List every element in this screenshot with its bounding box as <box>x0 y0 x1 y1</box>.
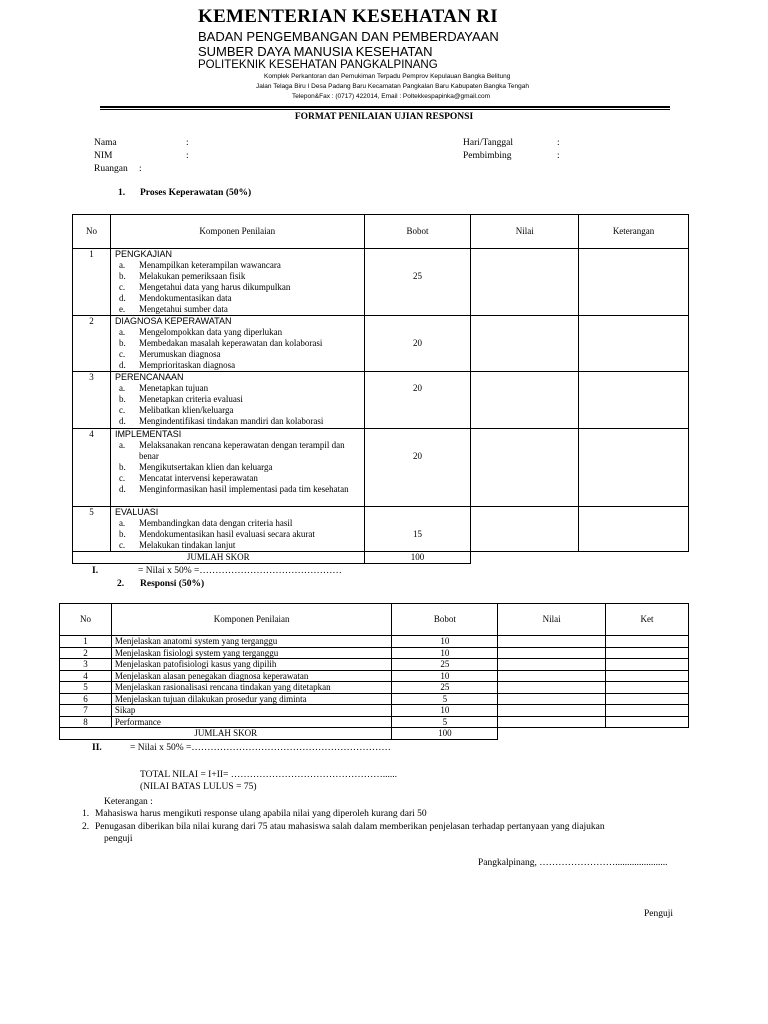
empty-cell <box>579 552 689 564</box>
category-label: PERENCANAAN <box>114 372 184 382</box>
label-ruangan: Ruangan <box>94 164 128 174</box>
ket-cell[interactable] <box>606 705 689 717</box>
item-letter: c. <box>118 282 126 292</box>
note-number: 1. <box>82 809 90 819</box>
category-label: EVALUASI <box>114 507 159 517</box>
label-hari-tanggal: Hari/Tanggal <box>463 138 513 148</box>
agency-line-2: SUMBER DAYA MANUSIA KESEHATAN <box>198 44 433 59</box>
item-text: Membedakan masalah keperawatan dan kolaborasi <box>138 338 323 348</box>
item-letter: d. <box>118 484 126 494</box>
nilai-cell[interactable] <box>498 705 606 717</box>
item-letter: a. <box>118 327 126 337</box>
nilai-cell[interactable] <box>498 670 606 682</box>
col-header-bobot: Bobot <box>392 604 498 636</box>
component-text: Menjelaskan anatomi system yang terganggu <box>111 636 392 648</box>
bobot-value: 5 <box>392 716 498 728</box>
item-text: Mendokumentasikan data <box>138 293 232 303</box>
item-text: Mengikutsertakan klien dan keluarga <box>138 462 273 472</box>
row-number: 3 <box>60 659 112 671</box>
label-pembimbing: Pembimbing <box>463 151 512 161</box>
formula-2-number: II. <box>92 743 102 753</box>
colon: : <box>557 138 560 148</box>
col-header-nilai: Nilai <box>498 604 606 636</box>
header-rule <box>100 106 670 108</box>
col-header-no: No <box>60 604 112 636</box>
bobot-value: 5 <box>392 693 498 705</box>
bobot-value: 25 <box>364 249 471 316</box>
note-number: 2. <box>82 822 90 832</box>
item-text: Menetapkan tujuan <box>138 383 209 393</box>
notes-title: Keterangan : <box>104 797 153 807</box>
bobot-value: 25 <box>392 659 498 671</box>
empty-cell <box>606 728 689 740</box>
list-item <box>115 473 360 484</box>
list-item <box>115 394 360 405</box>
item-letter: e. <box>118 304 126 314</box>
ministry-name: KEMENTERIAN KESEHATAN RI <box>198 6 498 27</box>
formula-1-number: I. <box>92 566 99 576</box>
nilai-cell[interactable] <box>471 429 579 507</box>
keterangan-cell[interactable] <box>579 372 689 429</box>
item-letter: a. <box>118 440 126 450</box>
note-text: Penugasan diberikan bila nilai kurang dari 75 atau mahasiswa salah dalam memberikan penjelasan terhadap pertanyaan yang diajukan <box>95 822 605 832</box>
passing-score: (NILAI BATAS LULUS = 75) <box>140 782 257 792</box>
bobot-value: 10 <box>392 670 498 682</box>
header-rule-thin <box>100 109 670 110</box>
empty-cell <box>471 552 579 564</box>
table-row <box>60 716 689 728</box>
nilai-cell[interactable] <box>498 647 606 659</box>
row-number: 5 <box>60 682 112 694</box>
col-header-no: No <box>73 215 111 249</box>
item-text: Menetapkan criteria evaluasi <box>138 394 243 404</box>
row-number: 7 <box>60 705 112 717</box>
formula-2: = Nilai x 50% =……………………………………………………… <box>130 743 391 753</box>
table-header-row <box>73 215 689 249</box>
category-label: DIAGNOSA KEPERAWATAN <box>114 316 232 326</box>
table-row <box>73 249 689 316</box>
address-line-3: Telepon&Fax : (0717) 422014, Email : Poltekkespapinka@gmail.com <box>292 93 491 100</box>
colon: : <box>139 164 142 174</box>
signature-role: Penguji <box>644 909 674 919</box>
colon: : <box>186 138 189 148</box>
row-number: 4 <box>73 429 111 507</box>
component-text: Menjelaskan alasan penegakan diagnosa keperawatan <box>111 670 392 682</box>
list-item <box>115 349 360 360</box>
bobot-value: 20 <box>364 316 471 372</box>
component-text: Menjelaskan tujuan dilakukan prosedur yang diminta <box>111 693 392 705</box>
nilai-cell[interactable] <box>471 507 579 552</box>
bobot-value: 20 <box>364 372 471 429</box>
total-value: 100 <box>364 552 471 564</box>
table-header-row <box>60 604 689 636</box>
total-label: JUMLAH SKOR <box>60 728 392 740</box>
item-text: Mengetahui data yang harus dikumpulkan <box>138 282 291 292</box>
label-nama: Nama <box>94 138 117 148</box>
table-row <box>60 682 689 694</box>
item-text: Merumuskan diagnosa <box>138 349 221 359</box>
item-letter: c. <box>118 405 126 415</box>
colon: : <box>186 151 189 161</box>
total-nilai: TOTAL NILAI = I+II= …………………………………………...... <box>140 770 398 780</box>
row-number: 8 <box>60 716 112 728</box>
section-1-title: Proses Keperawatan (50%) <box>140 188 252 198</box>
item-text: Melaksanakan rencana keperawatan dengan terampil dan benar <box>138 440 345 461</box>
total-row <box>60 728 689 740</box>
item-letter: b. <box>118 529 126 539</box>
col-header-komponen: Komponen Penilaian <box>111 604 392 636</box>
list-item <box>115 360 360 371</box>
total-value: 100 <box>392 728 498 740</box>
row-number: 3 <box>73 372 111 429</box>
item-text: Melakukan tindakan lanjut <box>138 540 236 550</box>
col-header-bobot: Bobot <box>364 215 471 249</box>
total-label: JUMLAH SKOR <box>73 552 365 564</box>
ket-cell[interactable] <box>606 647 689 659</box>
list-item <box>115 327 360 338</box>
signature-place-date: Pangkalpinang, ……………………...................... <box>478 858 668 868</box>
keterangan-cell[interactable] <box>579 249 689 316</box>
item-text: Mengelompokkan data yang diperlukan <box>138 327 283 337</box>
list-item <box>115 293 360 304</box>
list-item <box>115 282 360 293</box>
nilai-cell[interactable] <box>471 372 579 429</box>
col-header-keterangan: Keterangan <box>579 215 689 249</box>
school-name: POLITEKNIK KESEHATAN PANGKALPINANG <box>198 59 438 71</box>
keterangan-cell[interactable] <box>579 316 689 372</box>
component-text: Performance <box>111 716 392 728</box>
component-text: Menjelaskan fisiologi system yang terganggu <box>111 647 392 659</box>
bobot-value: 20 <box>364 429 471 507</box>
item-text: Membandingkan data dengan criteria hasil <box>138 518 293 528</box>
item-letter: c. <box>118 473 126 483</box>
bobot-value: 10 <box>392 636 498 648</box>
row-number: 1 <box>60 636 112 648</box>
component-text: Menjelaskan rasionalisasi rencana tindakan yang ditetapkan <box>111 682 392 694</box>
list-item <box>115 416 360 427</box>
agency-line-1: BADAN PENGEMBANGAN DAN PEMBERDAYAAN <box>198 29 499 44</box>
item-letter: b. <box>118 462 126 472</box>
component-text: Sikap <box>111 705 392 717</box>
table-row <box>60 636 689 648</box>
table-row <box>60 659 689 671</box>
bobot-value: 10 <box>392 647 498 659</box>
item-text: Mengindentifikasi tindakan mandiri dan kolaborasi <box>138 416 324 426</box>
nilai-cell[interactable] <box>471 249 579 316</box>
bobot-value: 25 <box>392 682 498 694</box>
col-header-komponen: Komponen Penilaian <box>110 215 364 249</box>
list-item <box>115 462 360 473</box>
list-item <box>115 440 360 462</box>
component-cell <box>110 372 364 429</box>
item-letter: d. <box>118 293 126 303</box>
item-letter: b. <box>118 271 126 281</box>
note-text-cont: penguji <box>104 834 133 844</box>
table-row <box>73 372 689 429</box>
row-number: 5 <box>73 507 111 552</box>
responsi-table <box>59 603 689 740</box>
category-label: PENGKAJIAN <box>114 249 172 259</box>
item-text: Mencatat intervensi keperawatan <box>138 473 258 483</box>
row-number: 2 <box>73 316 111 372</box>
list-item <box>115 338 360 349</box>
item-letter: a. <box>118 518 126 528</box>
ket-cell[interactable] <box>606 659 689 671</box>
section-2-number: 2. <box>117 579 125 589</box>
category-label: IMPLEMENTASI <box>114 429 182 439</box>
nilai-cell[interactable] <box>498 636 606 648</box>
list-item <box>115 518 360 529</box>
table-row <box>73 429 689 507</box>
component-cell <box>110 249 364 316</box>
list-item <box>115 540 360 551</box>
formula-1: = Nilai x 50% =……………………………………… <box>138 566 342 576</box>
empty-cell <box>498 728 606 740</box>
table-row <box>60 647 689 659</box>
bobot-value: 15 <box>364 507 471 552</box>
nilai-cell[interactable] <box>498 716 606 728</box>
list-item <box>115 304 360 315</box>
table-row <box>60 705 689 717</box>
row-number: 6 <box>60 693 112 705</box>
table-row <box>73 316 689 372</box>
item-text: Menginformasikan hasil implementasi pada tim kesehatan <box>138 484 349 494</box>
item-text: Menampilkan keterampilan wawancara <box>138 260 281 270</box>
nilai-cell[interactable] <box>471 316 579 372</box>
bobot-value: 10 <box>392 705 498 717</box>
item-text: Melakukan pemeriksaan fisik <box>138 271 246 281</box>
row-number: 1 <box>73 249 111 316</box>
item-text: Melibatkan klien/keluarga <box>138 405 234 415</box>
item-letter: d. <box>118 416 126 426</box>
nilai-cell[interactable] <box>498 659 606 671</box>
address-line-1: Komplek Perkantoran dan Pemukiman Terpadu Pemprov Kepulauan Bangka Belitung <box>264 73 511 80</box>
ket-cell[interactable] <box>606 636 689 648</box>
table-row <box>60 693 689 705</box>
keterangan-cell[interactable] <box>579 507 689 552</box>
item-letter: b. <box>118 338 126 348</box>
list-item <box>115 260 360 271</box>
col-header-ket: Ket <box>606 604 689 636</box>
item-letter: a. <box>118 383 126 393</box>
list-item <box>115 405 360 416</box>
list-item <box>115 529 360 540</box>
component-cell <box>110 316 364 372</box>
section-1-number: 1. <box>118 188 126 198</box>
section-2-title: Responsi (50%) <box>140 579 205 589</box>
total-row <box>73 552 689 564</box>
item-letter: b. <box>118 394 126 404</box>
component-text: Menjelaskan patofisiologi kasus yang dipilih <box>111 659 392 671</box>
list-item <box>115 383 360 394</box>
row-number: 4 <box>60 670 112 682</box>
table-row <box>73 507 689 552</box>
item-letter: c. <box>118 349 126 359</box>
ket-cell[interactable] <box>606 716 689 728</box>
item-letter: c. <box>118 540 126 550</box>
item-text: Mengetahui sumber data <box>138 304 228 314</box>
note-text: Mahasiswa harus mengikuti response ulang apabila nilai yang diperoleh kurang dari 50 <box>95 809 427 819</box>
ket-cell[interactable] <box>606 682 689 694</box>
component-cell <box>110 429 364 507</box>
nilai-cell[interactable] <box>498 682 606 694</box>
colon: : <box>557 151 560 161</box>
list-item <box>115 484 360 495</box>
ket-cell[interactable] <box>606 693 689 705</box>
item-letter: d. <box>118 360 126 370</box>
address-line-2: Jalan Telaga Biru I Desa Padang Baru Kecamatan Pangkalan Baru Kabupaten Bangka Tengah <box>256 83 529 90</box>
document-title: FORMAT PENILAIAN UJIAN RESPONSI <box>294 112 474 122</box>
item-text: Memprioritaskan diagnosa <box>138 360 236 370</box>
nilai-cell[interactable] <box>498 693 606 705</box>
component-cell <box>110 507 364 552</box>
keterangan-cell[interactable] <box>579 429 689 507</box>
ket-cell[interactable] <box>606 670 689 682</box>
row-number: 2 <box>60 647 112 659</box>
process-table <box>72 214 689 564</box>
item-text: Mendokumentasikan hasil evaluasi secara akurat <box>138 529 315 539</box>
col-header-nilai: Nilai <box>471 215 579 249</box>
list-item <box>115 271 360 282</box>
table-row <box>60 670 689 682</box>
item-letter: a. <box>118 260 126 270</box>
label-nim: NIM <box>94 151 113 161</box>
